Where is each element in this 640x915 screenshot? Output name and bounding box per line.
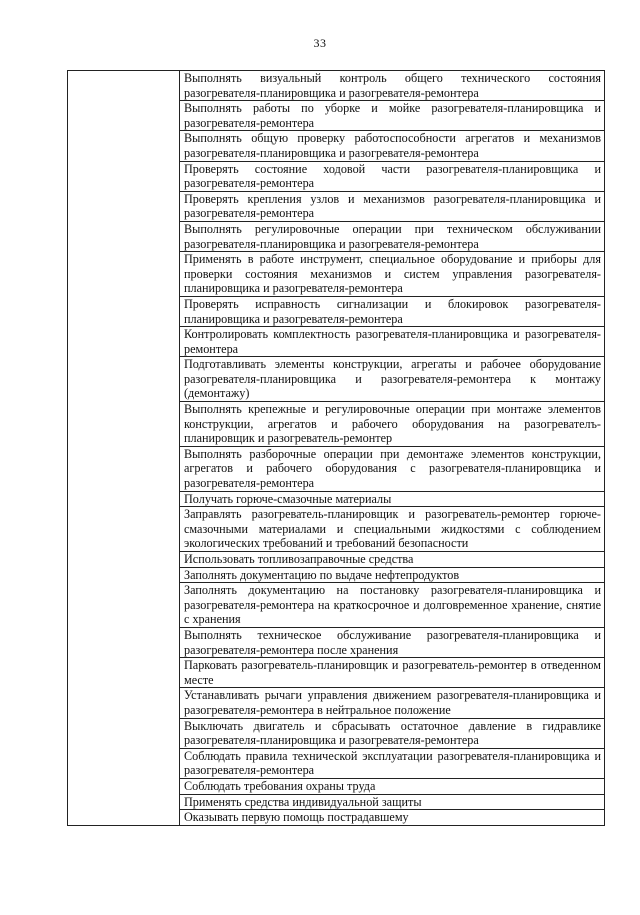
skill-item-cell: Проверять исправность сигнализации и блокировок разогревателя-планировщика и разогревателя-ремонтера (180, 296, 605, 326)
skill-item-cell: Выполнять работы по уборке и мойке разогревателя-планировщика и разогревателя-ремонтера (180, 101, 605, 131)
skill-item-cell: Парковать разогреватель-планировщик и разогреватель-ремонтер в отведенном месте (180, 658, 605, 688)
table-row (68, 71, 605, 101)
skill-item-cell: Выключать двигатель и сбрасывать остаточное давление в гидравлике разогревателя-планировщика и разогревателя-ремонтера (180, 718, 605, 748)
skill-item-cell: Получать горюче-смазочные материалы (180, 491, 605, 507)
skill-item-cell: Применять средства индивидуальной защиты (180, 794, 605, 810)
skill-item-cell: Выполнять общую проверку работоспособности агрегатов и механизмов разогревателя-планировщика и разогревателя-ремонтера (180, 131, 605, 161)
skills-table (67, 70, 605, 826)
skill-item-cell: Заправлять разогреватель-планировщик и разогреватель-ремонтер горюче-смазочными материалами и специальными жидкостями с соблюдением экологических требований и требований безопасности (180, 507, 605, 552)
skill-item-cell: Проверять состояние ходовой части разогревателя-планировщика и разогревателя-ремонтера (180, 161, 605, 191)
skill-item-cell: Выполнять визуальный контроль общего технического состояния разогревателя-планировщика и разогревателя-ремонтера (180, 71, 605, 101)
skill-item-cell: Оказывать первую помощь пострадавшему (180, 810, 605, 826)
skill-item-cell: Выполнять регулировочные операции при техническом обслуживании разогревателя-планировщика и разогревателя-ремонтера (180, 221, 605, 251)
left-empty-cell (68, 71, 180, 826)
skill-item-cell: Подготавливать элементы конструкции, агрегаты и рабочее оборудование разогревателя-планировщика и разогревателя-ремонтера к монтажу (демонтажу) (180, 357, 605, 402)
skill-item-cell: Устанавливать рычаги управления движением разогревателя-планировщика и разогревателя-ремонтера в нейтральное положение (180, 688, 605, 718)
skills-table-container (67, 70, 605, 826)
skill-item-cell: Выполнять техническое обслуживание разогревателя-планировщика и разогревателя-ремонтера после хранения (180, 627, 605, 657)
skill-item-cell: Соблюдать требования охраны труда (180, 778, 605, 794)
skill-item-cell: Применять в работе инструмент, специальное оборудование и приборы для проверки состояния механизмов и систем управления разогревателя-планировщика и разогревателя-ремонтера (180, 252, 605, 297)
skill-item-cell: Использовать топливозаправочные средства (180, 552, 605, 568)
skill-item-cell: Выполнять крепежные и регулировочные операции при монтаже элементов конструкции, агрегатов и рабочего оборудования на разогревателъ-планировщик и разогреватель-ремонтер (180, 402, 605, 447)
skill-item-cell: Заполнять документацию на постановку разогревателя-планировщика и разогревателя-ремонтера на краткосрочное и долговременное хранение, снятие с хранения (180, 583, 605, 628)
skill-item-cell: Контролировать комплектность разогревателя-планировщика и разогревателя-ремонтера (180, 327, 605, 357)
page-number: 33 (313, 36, 327, 50)
skill-item-cell: Проверять крепления узлов и механизмов разогревателя-планировщика и разогревателя-ремонтера (180, 191, 605, 221)
skill-item-cell: Заполнять документацию по выдаче нефтепродуктов (180, 567, 605, 583)
skill-item-cell: Выполнять разборочные операции при демонтаже элементов конструкции, агрегатов и рабочего оборудования с разогревателя-планировщика и разогревателя-ремонтера (180, 446, 605, 491)
skill-item-cell: Соблюдать правила технической эксплуатации разогревателя-планировщика и разогревателя-ремонтера (180, 748, 605, 778)
skills-table-body (68, 71, 605, 826)
